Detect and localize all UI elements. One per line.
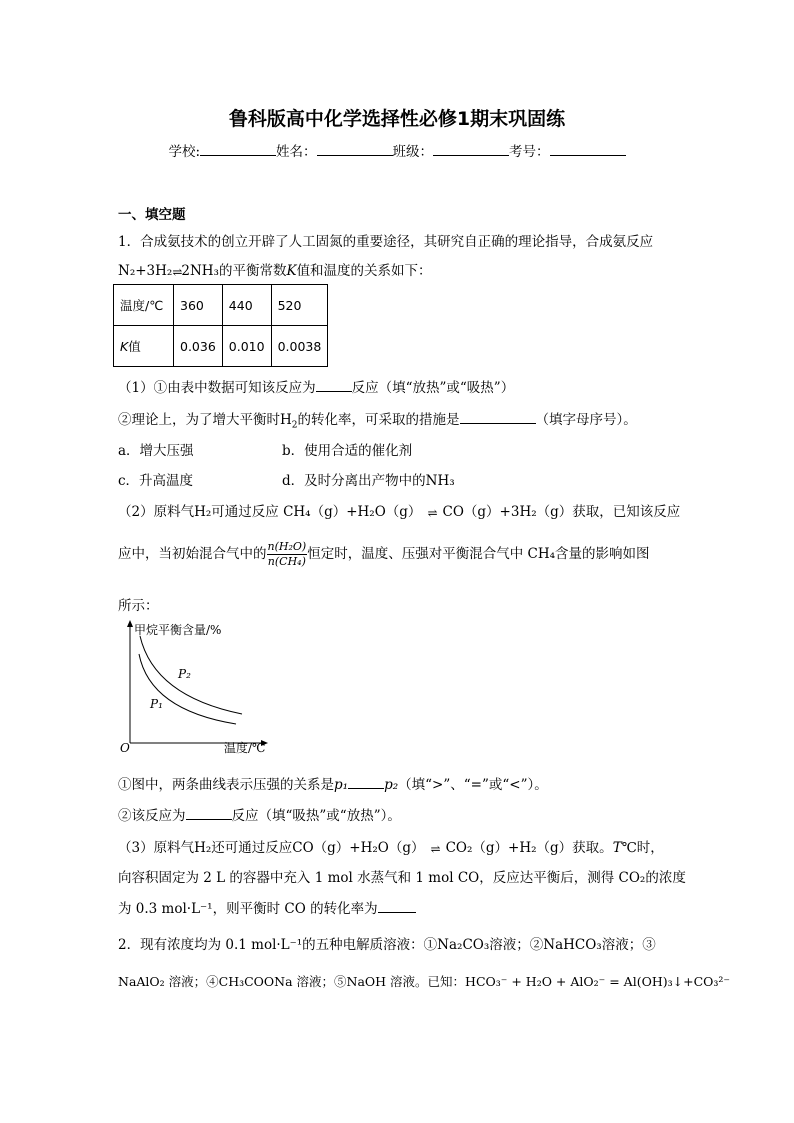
- t-symbol: T: [612, 840, 622, 856]
- fraction-denominator: n(CH₄): [267, 555, 306, 568]
- q2-line2: NaAlO₂ 溶液；④CH₃COONa 溶液；⑤NaOH 溶液。已知：HCO₃⁻ + H₂O + AlO₂⁻ = Al(OH)₃↓+CO₃²⁻: [118, 974, 731, 989]
- curve-p1: [139, 654, 236, 724]
- q1-graph-q2-line: [118, 804, 401, 824]
- exam-no-blank[interactable]: [550, 143, 626, 156]
- methane-content-graph: [114, 618, 274, 758]
- q1-graph-q2-text: ②该反应为: [118, 808, 186, 824]
- y-axis-label: 甲烷平衡含量/%: [134, 623, 222, 637]
- p2-symbol: p₂: [384, 777, 399, 793]
- q1-reaction-left: N₂+3H₂: [118, 263, 173, 279]
- table-header-temp: 温度/℃: [114, 285, 174, 326]
- q1-part1-line: [118, 376, 514, 396]
- q1-part2-line2-text: 应中，当初始混合气中的: [118, 546, 267, 562]
- k-temperature-table: [113, 284, 328, 367]
- q1-part3-line3-text: 为 0.3 mol·L⁻¹，则平衡时 CO 的转化率为: [118, 901, 378, 917]
- p2-label: P₂: [178, 667, 191, 681]
- origin-label: O: [120, 741, 130, 755]
- table-cell: 440: [222, 285, 271, 326]
- q1-part1-2-line: ②理论上，为了增大平衡时$H_2$的转化率，可采取的措施是 （填字母序号）。: [118, 412, 637, 431]
- y-axis-arrow-icon: [127, 620, 133, 627]
- table-cell: 0.0038: [271, 326, 328, 367]
- q1-line2: [118, 259, 432, 279]
- table-cell: 0.010: [222, 326, 271, 367]
- p1-label: P₁: [150, 697, 163, 711]
- answer-blank[interactable]: [378, 900, 416, 913]
- q1-part1-2-tail: （填字母序号）。: [535, 412, 637, 428]
- q1-part3-line2: 向容积固定为 2 L 的容器中充入 1 mol 水蒸气和 1 mol CO，反应达平衡后，测得 CO₂的浓度: [118, 870, 686, 886]
- k-symbol: K: [286, 263, 297, 279]
- class-label: 班级：: [392, 144, 434, 160]
- table-cell: 0.036: [174, 326, 223, 367]
- fraction-numerator: n(H₂O): [267, 540, 307, 553]
- option-c: c．升高温度: [118, 473, 194, 489]
- q1-part2-line2: [118, 540, 650, 569]
- q1-part1-2-text: ②理论上，为了增大平衡时H: [118, 412, 292, 428]
- answer-blank[interactable]: [460, 411, 536, 424]
- q1-part1-tail: 反应（填“放热”或“吸热”）: [351, 380, 515, 396]
- q1-part3-tail: ℃时，: [621, 840, 664, 856]
- exam-no-label: 考号：: [509, 144, 550, 160]
- q1-part1-text: （1）①由表中数据可知该反应为: [118, 380, 316, 396]
- q1-part3-text: （3）原料气H₂还可通过反应CO（g）+H₂O（g）: [118, 840, 425, 856]
- q1-part1-2-mid: 的转化率，可采取的措施是: [297, 412, 460, 428]
- q2-line1: 2．现有浓度均为 0.1 mol·L⁻¹的五种电解质溶液：①Na₂CO₃溶液；②NaHCO₃溶液；③: [118, 937, 656, 953]
- page-title: 鲁科版高中化学选择性必修1期末巩固练: [228, 108, 566, 130]
- school-label: 学校:: [168, 144, 201, 160]
- equilibrium-arrow-icon: ⇌: [172, 264, 182, 279]
- school-blank[interactable]: [200, 143, 276, 156]
- answer-blank[interactable]: [316, 379, 352, 392]
- table-row: [114, 285, 328, 326]
- k-italic: K: [120, 339, 129, 354]
- name-blank[interactable]: [317, 143, 393, 156]
- p1-symbol: p₁: [334, 777, 349, 793]
- q1-line1: 1．合成氨技术的创立开辟了人工固氮的重要途径，其研究自正确的理论指导，合成氨反应: [118, 234, 654, 250]
- q1-graph-q1-line: [118, 773, 548, 793]
- name-label: 姓名：: [276, 144, 317, 160]
- option-d: d．及时分离出产物中的NH₃: [282, 473, 455, 489]
- q1-graph-q1-text: ①图中，两条曲线表示压强的关系是: [118, 777, 334, 793]
- student-info-line: [0, 140, 794, 160]
- q1-part3-mid: CO₂（g）+H₂（g）获取。: [445, 840, 613, 856]
- q1-part3-line3: [118, 897, 416, 917]
- class-blank[interactable]: [433, 143, 509, 156]
- q1-part2-line1: [118, 500, 680, 520]
- answer-blank[interactable]: [348, 776, 384, 789]
- table-cell: 520: [271, 285, 328, 326]
- k-suffix: 值: [128, 339, 141, 354]
- q1-reaction-right: 2NH₃的平衡常数: [181, 263, 287, 279]
- q1-part2-line2-tail: 恒定时，温度、压强对平衡混合气中 CH₄含量的影响如图: [307, 546, 650, 562]
- answer-blank[interactable]: [186, 807, 232, 820]
- equilibrium-arrow-icon: ⇌: [427, 505, 437, 520]
- q1-graph-q1-tail: （填“>”、“=”或“<”）。: [398, 777, 548, 793]
- q1-part2-tail: CO（g）+3H₂（g）获取，已知该反应: [442, 504, 681, 520]
- q1-part2-line3: 所示：: [118, 598, 159, 614]
- table-header-k: [114, 326, 174, 367]
- table-row: [114, 326, 328, 367]
- q1-line2-tail: 值和温度的关系如下：: [296, 263, 432, 279]
- q1-part2-text: （2）原料气H₂可通过反应 CH₄（g）+H₂O（g）: [118, 504, 422, 520]
- x-axis-label: 温度/℃: [224, 741, 266, 755]
- option-b: b．使用合适的催化剂: [282, 443, 413, 459]
- section-heading: 一、填空题: [118, 207, 186, 223]
- mole-ratio-fraction: [267, 540, 308, 569]
- q1-part3-line1: [118, 836, 664, 856]
- equilibrium-arrow-icon: ⇌: [430, 841, 440, 856]
- table-cell: 360: [174, 285, 223, 326]
- q1-graph-q2-tail: 反应（填“吸热”或“放热”）。: [231, 808, 401, 824]
- option-a: a．增大压强: [118, 443, 194, 459]
